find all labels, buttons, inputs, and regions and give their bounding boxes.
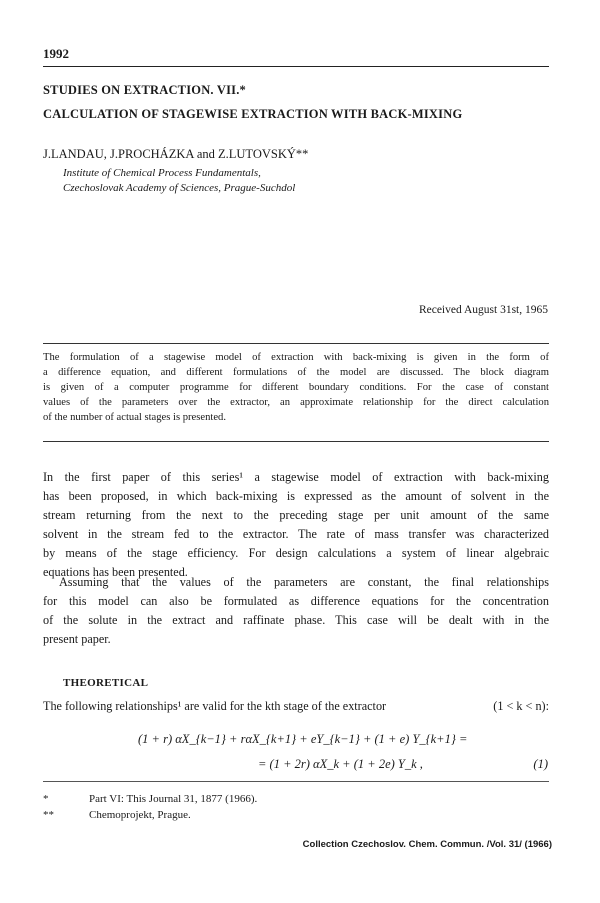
footnote-1-text: Part VI: This Journal 31, 1877 (1966). [89, 793, 258, 805]
footnote-rule [43, 781, 549, 782]
body-line: present paper. [43, 632, 111, 646]
abstract-line: of the number of actual stages is presented. [43, 412, 226, 423]
journal-footer: Collection Czechoslov. Chem. Commun. /Vol. 31/ (1966) [302, 839, 552, 850]
theory-intro-text: The following relationships¹ are valid for the kth stage of the extractor [43, 699, 387, 713]
received-date: Received August 31st, 1965 [418, 304, 548, 316]
stage-condition: (1 < k < n): [493, 699, 549, 713]
footnote-1-mark: * [43, 793, 49, 805]
body-line: of the solute in the extract and raffinate phase. This case will be dealt with in the [43, 613, 549, 627]
paragraph-2 [43, 573, 549, 649]
abstract-line: a difference equation, and different formulations of the model are discussed. The block diagram [43, 367, 549, 378]
equation-line-2-text: = (1 + 2r) αX_k + (1 + 2e) Y_k , [258, 757, 423, 771]
abstract [43, 350, 549, 425]
affiliation-line-2: Czechoslovak Academy of Sciences, Prague-Suchdol [63, 182, 296, 194]
theory-intro [43, 699, 549, 714]
equation-number: (1) [533, 757, 548, 771]
body-line: for this model can also be formulated as difference equations for the concentration [43, 594, 549, 608]
footnote-1 [43, 793, 257, 805]
footnote-2 [43, 809, 191, 821]
abstract-top-rule [43, 343, 549, 344]
section-heading: THEORETICAL [63, 677, 149, 689]
footnote-2-text: Chemoprojekt, Prague. [89, 809, 191, 821]
author-list: J.LANDAU, J.PROCHÁZKA and Z.LUTOVSKÝ** [43, 147, 309, 161]
body-line: has been proposed, in which back-mixing is expressed as the amount of solvent in the [43, 489, 549, 503]
abstract-line: The formulation of a stagewise model of extraction with back-mixing is given in the form of [43, 352, 549, 363]
equation-line-1-text: (1 + r) αX_{k−1} + rαX_{k+1} + eY_{k−1} + (1 + e) Y_{k+1} = [138, 732, 468, 746]
body-line: by means of the stage efficiency. For design calculations a system of linear algebraic [43, 546, 549, 560]
equation-line-1 [138, 732, 467, 747]
body-line: equations has been presented. [43, 565, 188, 579]
series-title: STUDIES ON EXTRACTION. VII.* [43, 83, 246, 97]
affiliation-line-1: Institute of Chemical Process Fundamentals, [63, 167, 261, 179]
body-line: In the first paper of this series¹ a stagewise model of extraction with back-mixing [43, 470, 549, 484]
body-line: Assuming that the values of the parameters are constant, the final relationships [59, 575, 549, 589]
paper-title: CALCULATION OF STAGEWISE EXTRACTION WITH BACK-MIXING [43, 107, 463, 121]
paragraph-1 [43, 468, 549, 582]
abstract-line: values of the parameters over the extractor, an approximate relationship for the direct calculation [43, 397, 549, 408]
body-line: solvent in the stream fed to the extractor. The rate of mass transfer was characterized [43, 527, 549, 541]
body-line: stream returning from the next to the preceding stage per unit amount of the same [43, 508, 549, 522]
page-number: 1992 [43, 46, 69, 61]
abstract-bottom-rule [43, 441, 549, 442]
abstract-line: is given of a computer programme for different boundary conditions. For the case of constant [43, 382, 549, 393]
footnote-2-mark: ** [43, 809, 54, 821]
equation-line-2 [258, 757, 423, 772]
header-rule [43, 66, 549, 67]
